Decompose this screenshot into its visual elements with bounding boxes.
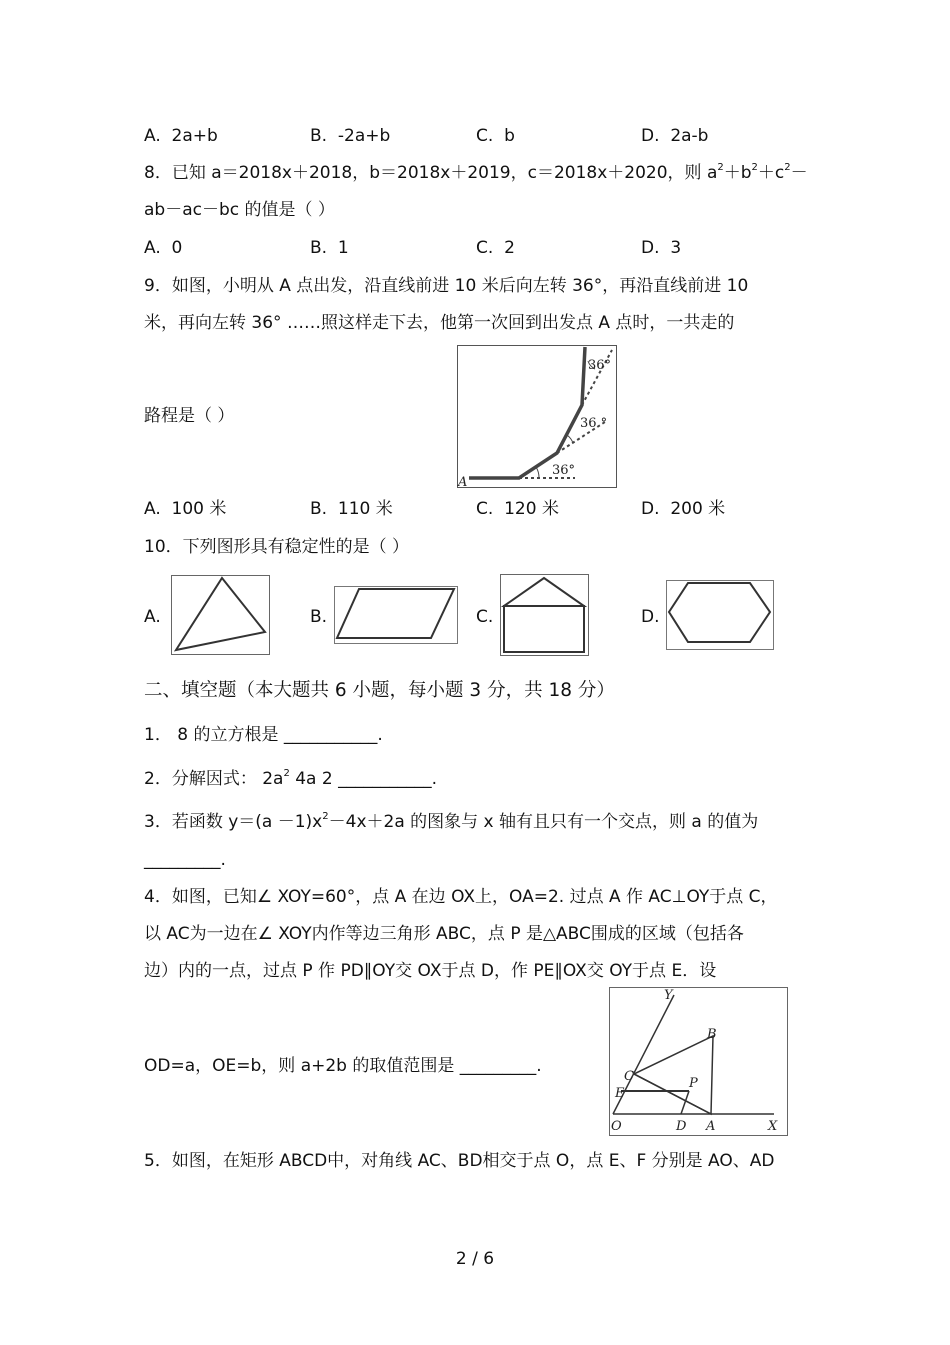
option-letter: D. — [641, 499, 660, 519]
q10-figure-hexagon — [666, 580, 774, 650]
q8-text-d: － — [790, 163, 808, 183]
option-letter: D. — [641, 238, 660, 258]
option-letter: C. — [476, 126, 494, 146]
label-x: X — [768, 1119, 778, 1134]
fill-q4-line2: 以 AC为一边在∠ XOY内作等边三角形 ABC，点 P 是△ABC围成的区域（包括各 — [144, 924, 744, 944]
option-letter: D. — [641, 126, 660, 146]
fill-q1: 1． 8 的立方根是 ___________. — [144, 725, 383, 745]
q8-text-a: 8．已知 a＝2018x＋2018，b＝2018x＋2019，c＝2018x＋2020，则 a — [144, 163, 718, 183]
option-letter: A. — [144, 126, 161, 146]
option-text: 3 — [670, 238, 682, 258]
fill-q4-line1: 4．如图，已知∠ XOY=60°，点 A 在边 OX上，OA=2. 过点 A 作 AC⊥OY于点 C， — [144, 887, 778, 907]
fill-q2-text-a: 2．分解因式： 2a — [144, 769, 284, 789]
label-o: O — [611, 1119, 622, 1134]
fill-q3-line2: _________. — [144, 850, 226, 870]
q8-option-a — [144, 237, 182, 259]
option-text: 2 — [504, 238, 515, 258]
fill-q4-figure-angle-xoy — [609, 987, 788, 1136]
fill-q3-text-a: 3．若函数 y＝(a －1)x — [144, 812, 323, 832]
label-p: P — [689, 1076, 698, 1091]
q10-option-b-letter: B. — [310, 607, 328, 627]
q8-stem-line2: ab－ac－bc 的值是（ ） — [144, 200, 335, 220]
option-letter: B. — [310, 238, 328, 258]
option-text: 200 米 — [670, 499, 726, 519]
q8-stem-line1 — [144, 162, 808, 184]
fill-q4-line4: OD=a，OE=b，则 a+2b 的取值范围是 _________. — [144, 1056, 542, 1076]
q7-option-c — [476, 125, 515, 147]
option-letter: A. — [144, 238, 161, 258]
angle-label-2: 36 ° — [580, 416, 608, 431]
label-e: E — [615, 1086, 625, 1101]
q7-option-d — [641, 125, 708, 147]
option-text: 2a-b — [670, 126, 709, 146]
fill-q5-line1: 5．如图，在矩形 ABCD中，对角线 AC、BD相交于点 O，点 E、F 分别是 AO、AD — [144, 1151, 775, 1171]
q10-figure-parallelogram — [334, 586, 458, 644]
q10-option-a-letter: A. — [144, 607, 161, 627]
angle-label-3: 36° — [588, 358, 612, 373]
page-number: 2 / 6 — [455, 1249, 495, 1269]
q10-figure-house-shape — [500, 574, 589, 656]
q9-option-a — [144, 498, 226, 520]
fill-q4-line3: 边）内的一点，过点 P 作 PD∥OY交 OX于点 D，作 PE∥OX交 OY于点 E．设 — [144, 961, 717, 981]
option-text: 2a+b — [171, 126, 218, 146]
q10-option-c-letter: C. — [476, 607, 494, 627]
angle-label-1: 36° — [552, 463, 576, 478]
label-a: A — [706, 1119, 716, 1134]
q9-option-c — [476, 498, 559, 520]
q9-stem-line1: 9．如图，小明从 A 点出发，沿直线前进 10 米后向左转 36°，再沿直线前进 10 — [144, 276, 749, 296]
q7-option-b — [310, 125, 390, 147]
q8-text-b: ＋b — [723, 163, 752, 183]
option-text: b — [504, 126, 515, 146]
option-letter: B. — [310, 499, 328, 519]
fill-q3-text-b: －4x＋2a 的图象与 x 轴有且只有一个交点，则 a 的值为 — [328, 812, 759, 832]
point-label-a: A — [458, 475, 468, 488]
fill-q3-line1 — [144, 811, 758, 833]
superscript: 2 — [784, 162, 791, 173]
option-letter: C. — [476, 499, 494, 519]
option-text: 100 米 — [171, 499, 227, 519]
q9-figure-walking-path — [457, 345, 617, 488]
option-letter: A. — [144, 499, 161, 519]
q8-option-c — [476, 237, 515, 259]
section-heading-fill-in: 二、填空题（本大题共 6 小题，每小题 3 分，共 18 分） — [144, 680, 615, 701]
q7-option-a — [144, 125, 218, 147]
label-y: Y — [664, 988, 673, 1003]
q8-option-d — [641, 237, 681, 259]
fill-q2 — [144, 768, 437, 790]
option-text: 110 米 — [337, 499, 393, 519]
option-text: 120 米 — [504, 499, 559, 519]
q10-figure-triangle — [171, 575, 270, 655]
superscript: 2 — [283, 768, 290, 779]
option-text: 1 — [337, 238, 349, 258]
q8-option-b — [310, 237, 349, 259]
option-text: 0 — [171, 238, 183, 258]
option-letter: B. — [310, 126, 328, 146]
label-d: D — [676, 1119, 687, 1134]
q9-stem-line2: 米，再向左转 36° ……照这样走下去，他第一次回到出发点 A 点时，一共走的 — [144, 313, 735, 333]
q8-text-c: ＋c — [757, 163, 785, 183]
superscript: 2 — [717, 162, 724, 173]
q9-option-d — [641, 498, 725, 520]
superscript: 2 — [751, 162, 758, 173]
q10-stem: 10．下列图形具有稳定性的是（ ） — [144, 537, 410, 557]
q9-option-b — [310, 498, 393, 520]
q9-stem-line3: 路程是（ ） — [144, 406, 235, 426]
superscript: 2 — [322, 811, 329, 822]
q10-option-d-letter: D. — [641, 607, 660, 627]
label-b: B — [707, 1027, 717, 1042]
option-letter: C. — [476, 238, 494, 258]
option-text: -2a+b — [337, 126, 391, 146]
fill-q2-text-b: 4a 2 ___________. — [289, 769, 437, 789]
label-c: C — [624, 1069, 634, 1084]
